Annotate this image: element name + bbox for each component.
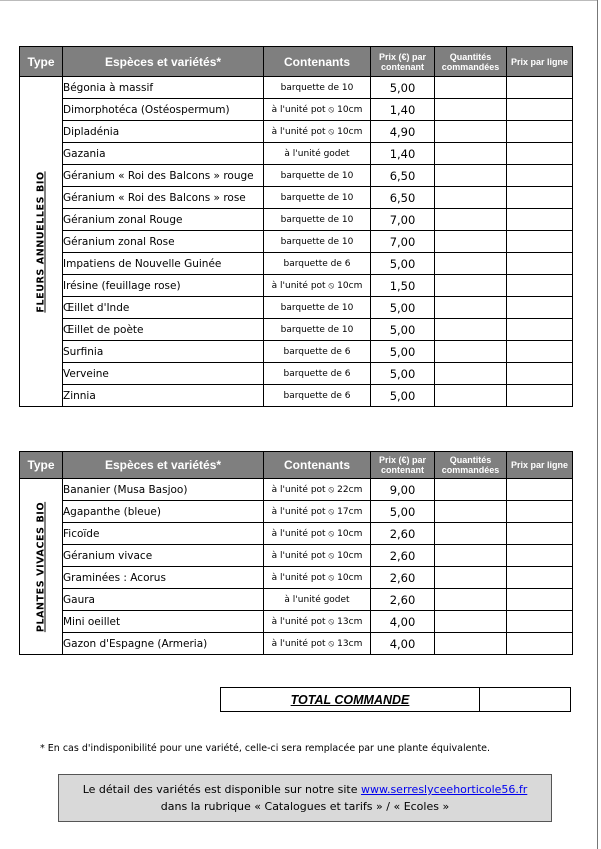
quantity-input-cell[interactable] [435,589,507,611]
quantity-input-cell[interactable] [435,275,507,297]
category-label: PLANTES VIVACES BIO [35,501,47,632]
table-row [20,143,573,165]
variety-name: Surfinia [63,341,264,363]
table-row [20,545,573,567]
variety-name: Géranium zonal Rouge [63,209,264,231]
category-cell [20,77,63,407]
quantity-input-cell[interactable] [435,209,507,231]
container-cell: à l'unité pot ⦸ 13cm [264,611,371,633]
price-cell: 7,00 [371,231,435,253]
table-row [20,275,573,297]
line-price-cell[interactable] [507,143,573,165]
container-cell: à l'unité pot ⦸ 10cm [264,121,371,143]
price-cell: 7,00 [371,209,435,231]
container-cell: à l'unité godet [264,143,371,165]
table-row [20,99,573,121]
container-cell: barquette de 10 [264,209,371,231]
variety-name: Dimorphotéca (Ostéospermum) [63,99,264,121]
container-cell: barquette de 10 [264,77,371,99]
container-cell: à l'unité pot ⦸ 22cm [264,479,371,501]
container-cell: à l'unité pot ⦸ 10cm [264,99,371,121]
line-price-cell[interactable] [507,319,573,341]
quantity-input-cell[interactable] [435,363,507,385]
variety-name: Œillet de poète [63,319,264,341]
header-quantity: Quantités commandées [435,452,507,479]
price-cell: 2,60 [371,567,435,589]
annual-flowers-body [20,77,573,407]
container-cell: à l'unité pot ⦸ 10cm [264,523,371,545]
container-cell: à l'unité pot ⦸ 10cm [264,275,371,297]
quantity-input-cell[interactable] [435,165,507,187]
table-row [20,611,573,633]
quantity-input-cell[interactable] [435,341,507,363]
table-header-row [20,47,573,77]
variety-name: Bégonia à massif [63,77,264,99]
page-top-edge [0,0,598,1]
header-type: Type [20,452,63,479]
quantity-input-cell[interactable] [435,253,507,275]
price-cell: 1,40 [371,143,435,165]
container-cell: barquette de 6 [264,385,371,407]
quantity-input-cell[interactable] [435,385,507,407]
price-cell: 5,00 [371,341,435,363]
line-price-cell[interactable] [507,545,573,567]
table-row [20,363,573,385]
info-line-2: dans la rubrique « Catalogues et tarifs » / « Ecoles » [160,800,450,813]
quantity-input-cell[interactable] [435,479,507,501]
header-type: Type [20,47,63,77]
info-line-1-text: Le détail des variétés est disponible sur notre site [82,783,361,796]
table-row [20,253,573,275]
header-containers: Contenants [264,47,371,77]
table-row [20,297,573,319]
variety-name: Géranium « Roi des Balcons » rouge [63,165,264,187]
quantity-input-cell[interactable] [435,611,507,633]
container-cell: barquette de 10 [264,187,371,209]
variety-name: Gazon d'Espagne (Armeria) [63,633,264,655]
price-cell: 4,90 [371,121,435,143]
container-cell: barquette de 10 [264,231,371,253]
table-row [20,385,573,407]
table-row [20,341,573,363]
total-order-label: TOTAL COMMANDE [221,688,480,711]
line-price-cell[interactable] [507,363,573,385]
quantity-input-cell[interactable] [435,121,507,143]
variety-name: Agapanthe (bleue) [63,501,264,523]
container-cell: barquette de 10 [264,297,371,319]
line-price-cell[interactable] [507,297,573,319]
line-price-cell[interactable] [507,99,573,121]
price-cell: 2,60 [371,523,435,545]
line-price-cell[interactable] [507,589,573,611]
quantity-input-cell[interactable] [435,187,507,209]
header-quantity: Quantités commandées [435,47,507,77]
line-price-cell[interactable] [507,523,573,545]
variety-name: Irésine (feuillage rose) [63,275,264,297]
price-cell: 5,00 [371,253,435,275]
price-cell: 5,00 [371,385,435,407]
line-price-cell[interactable] [507,253,573,275]
quantity-input-cell[interactable] [435,231,507,253]
price-cell: 5,00 [371,363,435,385]
line-price-cell[interactable] [507,165,573,187]
line-price-cell[interactable] [507,385,573,407]
quantity-input-cell[interactable] [435,319,507,341]
quantity-input-cell[interactable] [435,633,507,655]
variety-name: Géranium vivace [63,545,264,567]
line-price-cell[interactable] [507,275,573,297]
header-species: Espèces et variétés* [63,452,264,479]
table-row [20,633,573,655]
container-cell: à l'unité pot ⦸ 13cm [264,633,371,655]
website-link[interactable]: www.serreslyceehorticole56.fr [360,783,528,796]
variety-name: Gaura [63,589,264,611]
header-species: Espèces et variétés* [63,47,264,77]
category-label: FLEURS ANNUELLES BIO [35,170,47,313]
table-row [20,165,573,187]
quantity-input-cell[interactable] [435,99,507,121]
price-cell: 5,00 [371,77,435,99]
annual-flowers-table [19,46,573,407]
quantity-input-cell[interactable] [435,297,507,319]
container-cell: barquette de 10 [264,319,371,341]
variety-name: Zinnia [63,385,264,407]
header-containers: Contenants [264,452,371,479]
variety-name: Bananier (Musa Basjoo) [63,479,264,501]
quantity-input-cell[interactable] [435,501,507,523]
line-price-cell[interactable] [507,611,573,633]
line-price-cell[interactable] [507,121,573,143]
table-row [20,209,573,231]
price-cell: 4,00 [371,633,435,655]
category-cell [20,479,63,655]
quantity-input-cell[interactable] [435,77,507,99]
variety-name: Géranium zonal Rose [63,231,264,253]
perennials-table [19,451,573,655]
price-cell: 5,00 [371,319,435,341]
table-row [20,121,573,143]
container-cell: barquette de 6 [264,253,371,275]
table-row [20,187,573,209]
container-cell: à l'unité pot ⦸ 17cm [264,501,371,523]
availability-footnote: * En cas d'indisponibilité pour une variété, celle-ci sera remplacée par une plante équivalente. [40,743,491,754]
price-cell: 9,00 [371,479,435,501]
line-price-cell[interactable] [507,77,573,99]
container-cell: barquette de 6 [264,341,371,363]
price-cell: 2,60 [371,545,435,567]
line-price-cell[interactable] [507,209,573,231]
variety-name: Œillet d'Inde [63,297,264,319]
variety-name: Impatiens de Nouvelle Guinée [63,253,264,275]
table-row [20,501,573,523]
variety-name: Gazania [63,143,264,165]
line-price-cell[interactable] [507,501,573,523]
container-cell: à l'unité pot ⦸ 10cm [264,545,371,567]
price-cell: 6,50 [371,187,435,209]
table-row [20,231,573,253]
variety-name: Géranium « Roi des Balcons » rose [63,187,264,209]
perennials-body [20,479,573,655]
header-price: Prix (€) par contenant [371,452,435,479]
line-price-cell[interactable] [507,567,573,589]
quantity-input-cell[interactable] [435,143,507,165]
price-cell: 1,40 [371,99,435,121]
quantity-input-cell[interactable] [435,523,507,545]
table-row [20,589,573,611]
header-price: Prix (€) par contenant [371,47,435,77]
page-right-edge [597,0,598,849]
line-price-cell[interactable] [507,187,573,209]
line-price-cell[interactable] [507,341,573,363]
table-row [20,523,573,545]
price-cell: 6,50 [371,165,435,187]
quantity-input-cell[interactable] [435,567,507,589]
table-row [20,479,573,501]
info-line-1 [59,781,551,798]
price-cell: 5,00 [371,501,435,523]
price-cell: 2,60 [371,589,435,611]
price-cell: 5,00 [371,297,435,319]
table-row [20,77,573,99]
total-order-box [220,687,571,712]
line-price-cell[interactable] [507,231,573,253]
variety-name: Mini oeillet [63,611,264,633]
line-price-cell[interactable] [507,633,573,655]
price-cell: 1,50 [371,275,435,297]
variety-name: Verveine [63,363,264,385]
total-order-value-field[interactable] [480,688,570,711]
table-header-row [20,452,573,479]
variety-name: Graminées : Acorus [63,567,264,589]
quantity-input-cell[interactable] [435,545,507,567]
header-line-price: Prix par ligne [507,452,573,479]
price-cell: 4,00 [371,611,435,633]
table-row [20,319,573,341]
catalog-info-box [58,774,552,822]
container-cell: barquette de 10 [264,165,371,187]
table-row [20,567,573,589]
container-cell: barquette de 6 [264,363,371,385]
container-cell: à l'unité godet [264,589,371,611]
line-price-cell[interactable] [507,479,573,501]
header-line-price: Prix par ligne [507,47,573,77]
variety-name: Dipladénia [63,121,264,143]
variety-name: Ficoïde [63,523,264,545]
container-cell: à l'unité pot ⦸ 10cm [264,567,371,589]
